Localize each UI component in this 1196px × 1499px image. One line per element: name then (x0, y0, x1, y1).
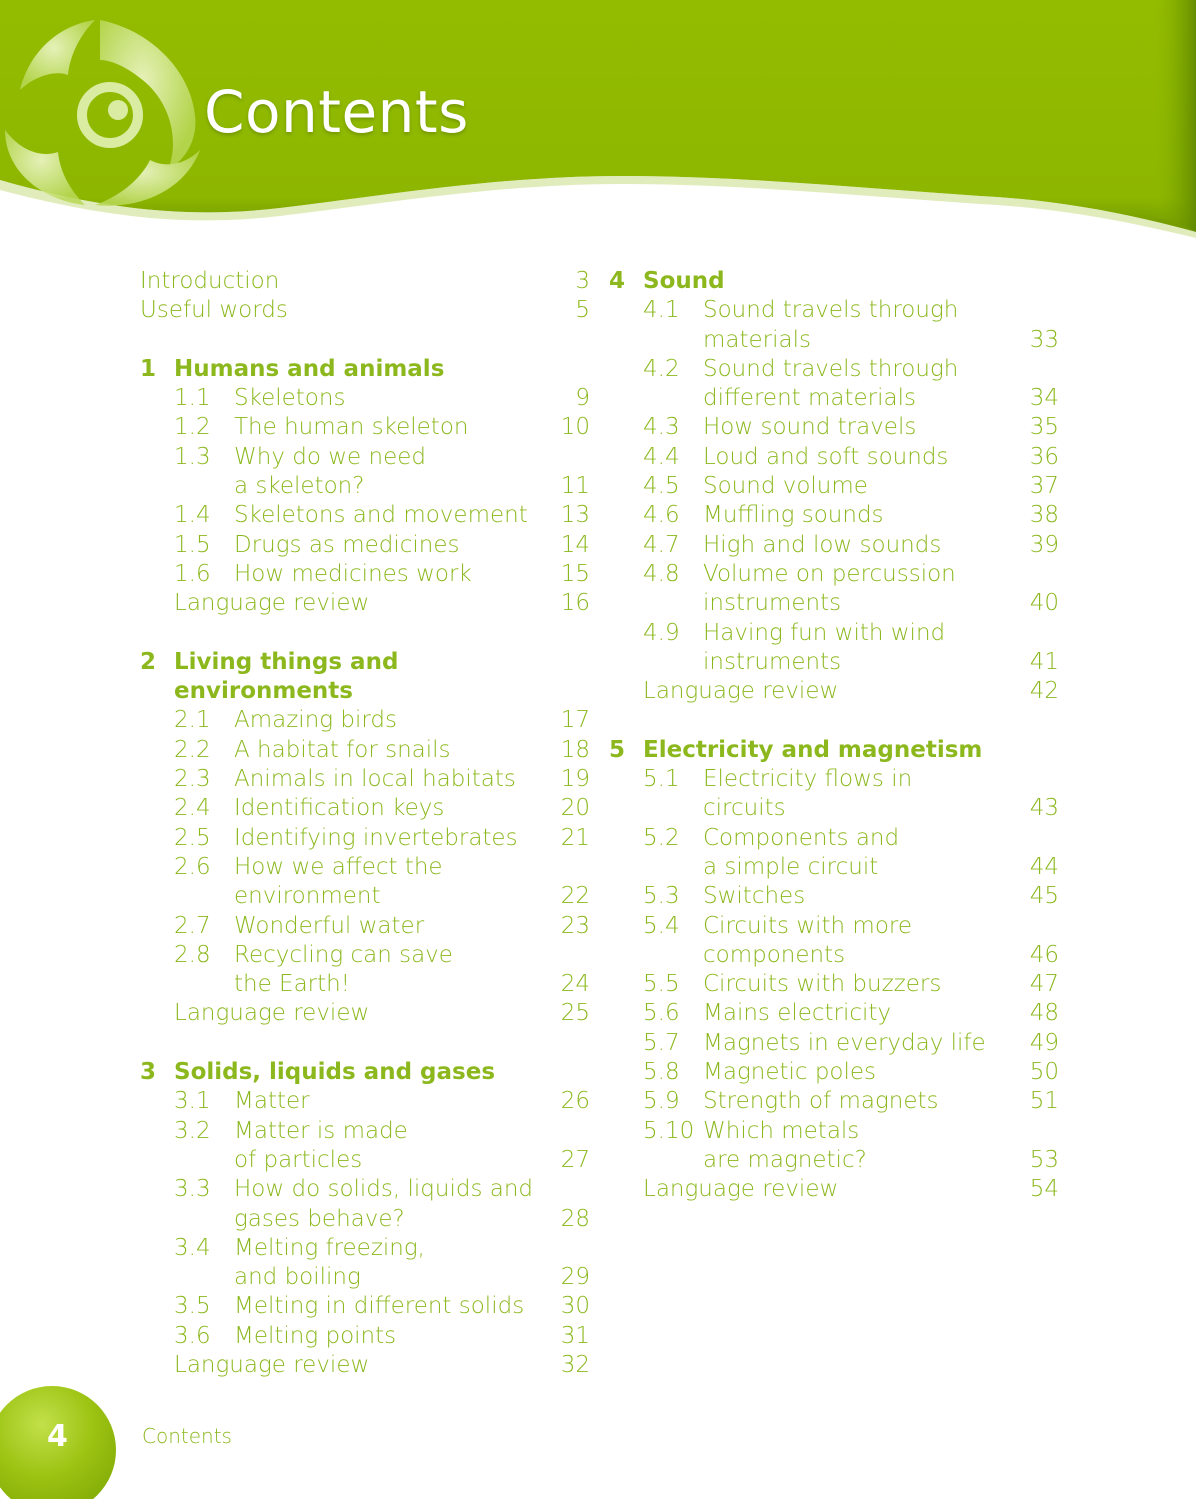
toc-section-row[interactable]: 3.3 How do solids, liquids and (174, 1176, 534, 1203)
toc-section-row[interactable]: 1.2 The human skeleton 10 (174, 414, 590, 441)
toc-section-row[interactable]: 3.1 Matter 26 (174, 1088, 590, 1115)
toc-section-row[interactable]: 5.2 Components and (643, 824, 900, 851)
toc-section-row[interactable]: 5.3 Switches 45 (643, 883, 1059, 910)
toc-section-row[interactable]: 5.10 Which metals (643, 1117, 860, 1144)
page-title: Contents (204, 78, 469, 146)
toc-language-review[interactable]: Language review 16 (174, 590, 590, 617)
toc-section-row[interactable]: 2.5 Identifying invertebrates 21 (174, 824, 590, 851)
toc-section-row[interactable]: 2.8 Recycling can save (174, 941, 453, 968)
toc-section-row[interactable]: 5.6 Mains electricity 48 (643, 1000, 1059, 1027)
toc-section-row[interactable]: 2.2 A habitat for snails 18 (174, 736, 590, 763)
toc-section-row-continued[interactable]: environment 22 (234, 883, 590, 910)
toc-section-row[interactable]: 1.1 Skeletons 9 (174, 385, 590, 412)
toc-section-row-continued[interactable]: gases behave? 28 (234, 1205, 590, 1232)
toc-section-row[interactable]: 1.3 Why do we need (174, 443, 426, 470)
toc-section-row-continued[interactable]: and boiling 29 (234, 1264, 590, 1291)
toc-section-row-continued[interactable]: different materials 34 (703, 385, 1059, 412)
toc-section-row[interactable]: 2.3 Animals in local habitats 19 (174, 766, 590, 793)
toc-section-row-continued[interactable]: a simple circuit 44 (703, 853, 1059, 880)
toc-section-row-continued[interactable]: are magnetic? 53 (703, 1146, 1059, 1173)
chapter-heading-continued[interactable]: environments (174, 678, 353, 705)
toc-section-row-continued[interactable]: instruments 41 (703, 648, 1059, 675)
toc-section-row[interactable]: 1.4 Skeletons and movement 13 (174, 502, 590, 529)
toc-section-row[interactable]: 1.5 Drugs as medicines 14 (174, 531, 590, 558)
toc-section-row[interactable]: 5.1 Electricity flows in (643, 766, 913, 793)
toc-section-row[interactable]: 5.4 Circuits with more (643, 912, 913, 939)
toc-section-row[interactable]: 4.4 Loud and soft sounds 36 (643, 443, 1059, 470)
toc-section-row[interactable]: 4.1 Sound travels through (643, 297, 959, 324)
toc-column-right (609, 267, 1061, 1205)
toc-language-review[interactable]: Language review 32 (174, 1351, 590, 1378)
chapter-heading[interactable]: 1 Humans and animals (140, 355, 445, 382)
toc-section-row[interactable]: 3.2 Matter is made (174, 1117, 408, 1144)
chapter-heading[interactable]: 2 Living things and (140, 648, 399, 675)
toc-section-row[interactable]: 5.5 Circuits with buzzers 47 (643, 971, 1059, 998)
toc-section-row[interactable]: 4.9 Having fun with wind (643, 619, 946, 646)
toc-section-row[interactable]: 4.7 High and low sounds 39 (643, 531, 1059, 558)
toc-section-row[interactable]: 2.4 Identification keys 20 (174, 795, 590, 822)
toc-section-row[interactable]: 4.5 Sound volume 37 (643, 473, 1059, 500)
toc-column-left (140, 267, 592, 1380)
toc-entry-introduction[interactable]: Introduction 3 (140, 268, 590, 294)
toc-section-row[interactable]: 1.6 How medicines work 15 (174, 560, 590, 587)
toc-section-row[interactable]: 2.6 How we affect the (174, 853, 443, 880)
toc-section-row-continued[interactable]: materials 33 (703, 326, 1059, 353)
toc-entry-useful-words[interactable]: Useful words 5 (140, 297, 590, 324)
toc-section-row-continued[interactable]: a skeleton? 11 (234, 473, 590, 500)
page-number: 4 (47, 1419, 68, 1454)
toc-section-row[interactable]: 3.6 Melting points 31 (174, 1322, 590, 1349)
header-banner (0, 0, 1196, 240)
toc-section-row[interactable]: 4.8 Volume on percussion (643, 560, 956, 587)
toc-section-row[interactable]: 4.6 Muffling sounds 38 (643, 502, 1059, 529)
toc-section-row[interactable]: 4.2 Sound travels through (643, 355, 959, 382)
running-footer-label: Contents (142, 1424, 232, 1448)
toc-language-review[interactable]: Language review 42 (643, 678, 1059, 705)
toc-section-row[interactable]: 4.3 How sound travels 35 (643, 414, 1059, 441)
chapter-heading[interactable]: 3 Solids, liquids and gases (140, 1059, 496, 1086)
toc-section-row-continued[interactable]: of particles 27 (234, 1146, 590, 1173)
toc-language-review[interactable]: Language review 54 (643, 1176, 1059, 1203)
chapter-heading[interactable]: 5 Electricity and magnetism (609, 736, 983, 763)
toc-section-row[interactable]: 5.9 Strength of magnets 51 (643, 1088, 1059, 1115)
toc-section-row[interactable]: 3.4 Melting freezing, (174, 1234, 425, 1261)
toc-language-review[interactable]: Language review 25 (174, 1000, 590, 1027)
toc-section-row[interactable]: 5.7 Magnets in everyday life 49 (643, 1029, 1059, 1056)
toc-section-row-continued[interactable]: instruments 40 (703, 590, 1059, 617)
toc-section-row-continued[interactable]: the Earth! 24 (234, 971, 590, 998)
toc-section-row-continued[interactable]: components 46 (703, 941, 1059, 968)
chapter-heading[interactable]: 4 Sound (609, 268, 725, 294)
toc-section-row[interactable]: 3.5 Melting in different solids 30 (174, 1293, 590, 1320)
toc-section-row-continued[interactable]: circuits 43 (703, 795, 1059, 822)
toc-section-row[interactable]: 2.1 Amazing birds 17 (174, 707, 590, 734)
toc-section-row[interactable]: 2.7 Wonderful water 23 (174, 912, 590, 939)
toc-section-row[interactable]: 5.8 Magnetic poles 50 (643, 1059, 1059, 1086)
